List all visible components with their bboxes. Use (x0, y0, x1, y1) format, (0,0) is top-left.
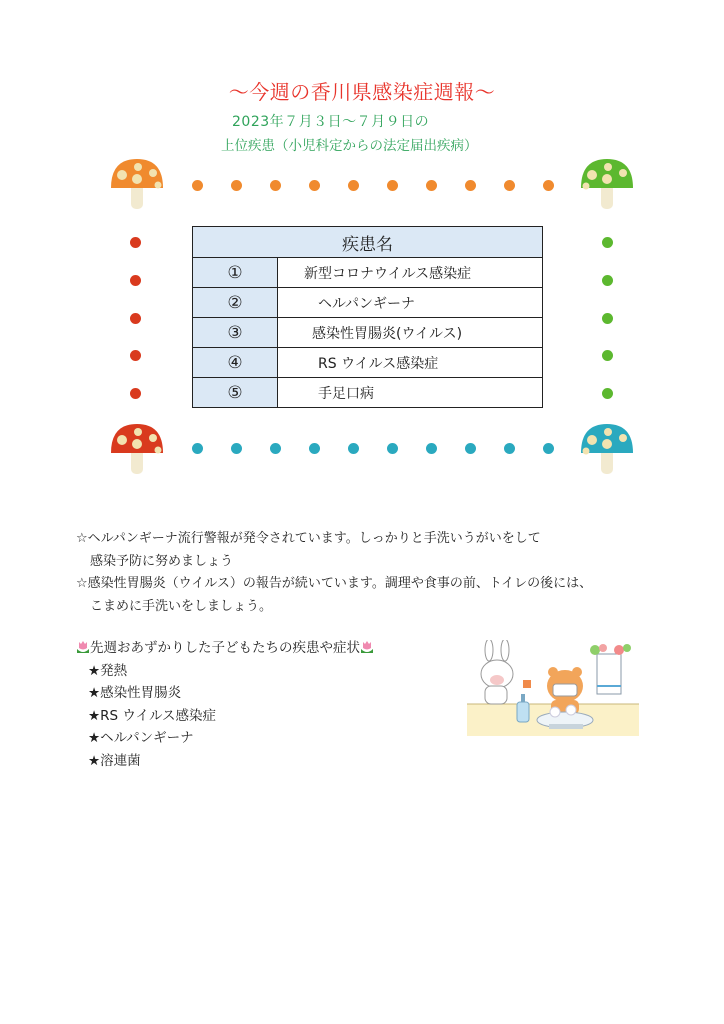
mushroom-icon-orange (108, 155, 166, 211)
table-row (193, 318, 543, 348)
rank-cell: ⑤ (193, 378, 278, 408)
symptoms-heading-row (76, 637, 374, 660)
table-row (193, 348, 543, 378)
rank-cell: ③ (193, 318, 278, 348)
note-1-line-1: ☆ヘルパンギーナ流行警報が発令されています。しっかりと手洗いうがいをして (76, 531, 541, 546)
symptoms-section (76, 637, 374, 772)
mushroom-icon-green (578, 155, 636, 211)
note-2-line-1: ☆感染性胃腸炎（ウイルス）の報告が続いています。調理や食事の前、トイレの後には、 (76, 576, 593, 591)
mushroom-icon-teal (578, 420, 636, 476)
symptoms-heading: 先週おあずかりした子どもたちの疾患や症状 (90, 640, 360, 656)
handwashing-illustration (467, 640, 639, 736)
symptom-item: ★溶連菌 (88, 752, 141, 769)
disease-name-cell: 手足口病 (278, 378, 543, 408)
table-row (193, 258, 543, 288)
tulip-icon (76, 640, 90, 654)
note-1-line-2: 感染予防に努めましょう (90, 553, 234, 569)
rank-cell: ④ (193, 348, 278, 378)
page-title: 〜今週の香川県感染症週報〜 (228, 80, 496, 104)
notes-section (76, 528, 592, 618)
note-2-line-2: こまめに手洗いをしましょう。 (90, 598, 273, 614)
rank-cell: ② (193, 288, 278, 318)
mushroom-icon-red (108, 420, 166, 476)
disease-name-cell: 新型コロナウイルス感染症 (278, 258, 543, 288)
table-row (193, 378, 543, 408)
symptom-item: ★RS ウイルス感染症 (88, 707, 217, 724)
disease-ranking-table (192, 226, 543, 408)
report-period: 2023年７月３日〜７月９日の (232, 114, 430, 130)
symptom-item: ★ヘルパンギーナ (88, 730, 194, 746)
disease-name-cell: ヘルパンギーナ (278, 288, 543, 318)
table-header-row (193, 227, 543, 258)
disease-name-cell: 感染性胃腸炎(ウイルス) (278, 318, 543, 348)
table-header: 疾患名 (193, 227, 543, 258)
disease-name-cell: RS ウイルス感染症 (278, 348, 543, 378)
symptom-item: ★発熱 (88, 662, 128, 679)
table-row (193, 288, 543, 318)
tulip-icon (360, 640, 374, 654)
report-subtitle: 上位疾患（小児科定からの法定届出疾病） (221, 138, 478, 154)
symptom-item: ★感染性胃腸炎 (88, 685, 182, 701)
rank-cell: ① (193, 258, 278, 288)
